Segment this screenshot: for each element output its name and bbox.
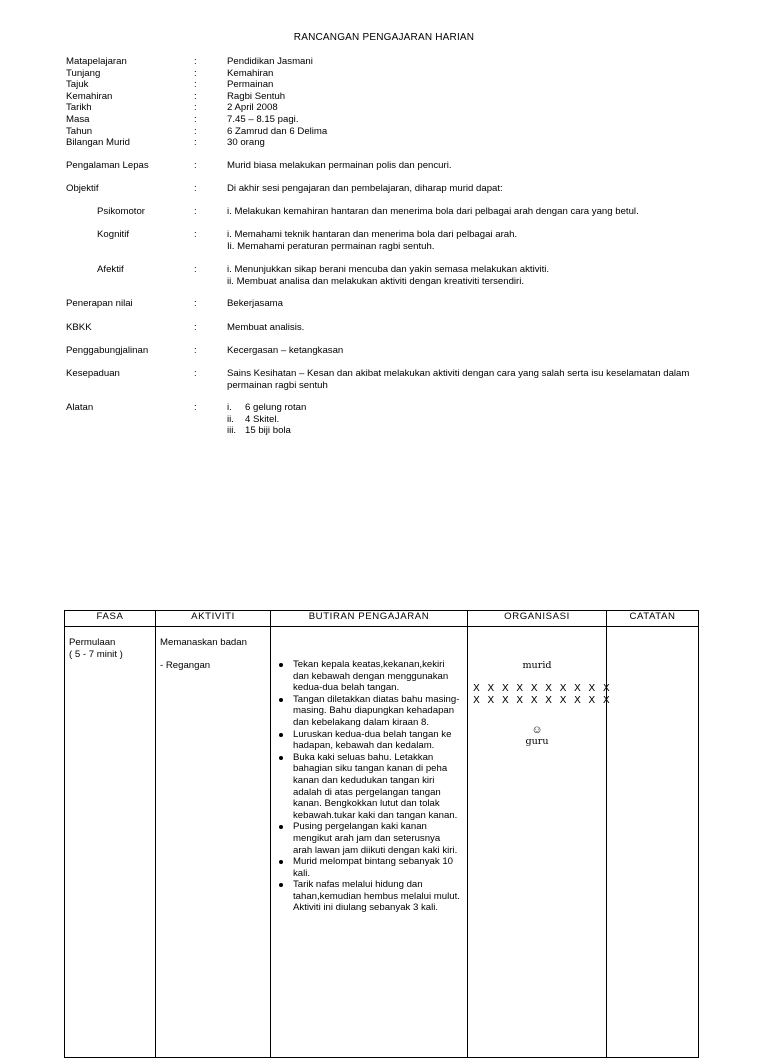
psikomotor-line: i. Melakukan kemahiran hantaran dan menerima bola dari pelbagai arah dengan cara yang betul. bbox=[227, 206, 639, 217]
colon: : bbox=[194, 298, 197, 309]
butiran-item: Tekan kepala keatas,kekanan,kekiri dan kebawah dengan menggunakan kedua-dua belah tangan. bbox=[293, 659, 461, 694]
aktiviti-sub: - Regangan bbox=[160, 659, 211, 671]
alatan-item-text: 4 Skitel. bbox=[245, 413, 280, 425]
colon: : bbox=[194, 90, 197, 102]
colon: : bbox=[194, 206, 197, 217]
value-kognitif bbox=[227, 229, 717, 252]
butiran-item: Pusing pergelangan kaki kanan mengikut arah jam dan seterusnya arah lawan jam diikuti dengan kaki kiri. bbox=[293, 821, 461, 856]
student-row: X X X X X X X X X X bbox=[473, 694, 612, 706]
label-bilangan-murid: Bilangan Murid bbox=[66, 137, 130, 149]
table-header-row bbox=[65, 611, 699, 627]
alatan-item-number: iii. bbox=[227, 425, 237, 437]
label-kesepaduan: Kesepaduan bbox=[66, 368, 120, 379]
label-masa: Masa bbox=[66, 114, 90, 125]
label-penggabungjalinan: Penggabungjalinan bbox=[66, 345, 149, 356]
label-kemahiran: Kemahiran bbox=[66, 90, 113, 102]
label-psikomotor: Psikomotor bbox=[97, 206, 145, 217]
value-psikomotor bbox=[227, 206, 717, 218]
cell-organisasi bbox=[468, 627, 612, 1058]
colon: : bbox=[194, 137, 197, 149]
colon: : bbox=[194, 229, 197, 240]
table-row bbox=[65, 627, 699, 1058]
value-matapelajaran: Pendidikan Jasmani bbox=[227, 56, 313, 67]
colon: : bbox=[194, 402, 197, 413]
alatan-item bbox=[227, 414, 717, 426]
value-tahun: 6 Zamrud dan 6 Delima bbox=[227, 125, 328, 137]
value-penerapan-nilai: Bekerjasama bbox=[227, 298, 283, 309]
afektif-line: ii. Membuat analisa dan melakukan aktiviti dengan kreativiti tersendiri. bbox=[227, 275, 525, 287]
butiran-item: Luruskan kedua-dua belah tangan ke hadapan, kebawah dan kedalam. bbox=[293, 729, 461, 752]
label-alatan: Alatan bbox=[66, 402, 94, 413]
butiran-item: Buka kaki seluas bahu. Letakkan bahagian siku tangan kanan di peha kanan dan kedudukan tangan kiri adalah di atas pergelangan tangan kanan. Bengkokkan lutut dan tolak kebawah.tukar kaki dan tangan kanan. bbox=[293, 752, 461, 822]
colon: : bbox=[194, 102, 197, 114]
teacher-icon: ☺ bbox=[531, 724, 543, 736]
value-kemahiran: Ragbi Sentuh bbox=[227, 90, 286, 102]
label-tunjang: Tunjang bbox=[66, 67, 101, 79]
alatan-item-number: i. bbox=[227, 402, 232, 413]
header-butiran-pengajaran: BUTIRAN PENGAJARAN bbox=[271, 611, 468, 627]
kesepaduan-text: Sains Kesihatan – Kesan dan akibat melakukan aktiviti dengan cara yang salah serta isu keselamatan dalam permainan ragbi sentuh bbox=[227, 368, 690, 391]
afektif-line: i. Menunjukkan sikap berani mencuba dan yakin semasa melakukan aktiviti. bbox=[227, 264, 550, 275]
alatan-item-number: ii. bbox=[227, 413, 234, 425]
colon: : bbox=[194, 345, 197, 356]
colon: : bbox=[194, 67, 197, 79]
value-tajuk: Permainan bbox=[227, 79, 274, 91]
colon: : bbox=[194, 56, 197, 67]
value-bilangan-murid: 30 orang bbox=[227, 137, 265, 149]
label-pengalaman-lepas: Pengalaman Lepas bbox=[66, 160, 149, 171]
value-masa: 7.45 – 8.15 pagi. bbox=[227, 114, 299, 125]
murid-label: murid bbox=[522, 660, 552, 671]
colon: : bbox=[194, 264, 197, 275]
value-tunjang: Kemahiran bbox=[227, 67, 274, 79]
value-tarikh: 2 April 2008 bbox=[227, 102, 278, 114]
butiran-item: Tarik nafas melalui hidung dan tahan,kemudian hembus melalui mulut. Aktiviti ini diulang sebanyak 3 kali. bbox=[293, 879, 460, 914]
header-organisasi: ORGANISASI bbox=[468, 611, 607, 627]
colon: : bbox=[194, 79, 197, 91]
label-kbkk: KBKK bbox=[66, 322, 92, 333]
butiran-item: Murid melompat bintang sebanyak 10 kali. bbox=[293, 856, 461, 879]
value-pengalaman-lepas: Murid biasa melakukan permainan polis dan pencuri. bbox=[227, 160, 452, 171]
header-fasa: FASA bbox=[65, 611, 156, 627]
label-afektif: Afektif bbox=[97, 264, 124, 275]
cell-fasa bbox=[65, 627, 156, 1058]
value-penggabungjalinan: Kecergasan – ketangkasan bbox=[227, 345, 344, 356]
label-objektif: Objektif bbox=[66, 183, 99, 194]
alatan-item bbox=[227, 402, 717, 414]
alatan-item-text: 15 biji bola bbox=[245, 425, 291, 437]
value-kbkk: Membuat analisis. bbox=[227, 322, 305, 333]
colon: : bbox=[194, 183, 197, 194]
label-kognitif: Kognitif bbox=[97, 229, 129, 240]
colon: : bbox=[194, 160, 197, 171]
value-afektif bbox=[227, 264, 717, 287]
cell-butiran-pengajaran bbox=[271, 627, 468, 1058]
document-title: RANCANGAN PENGAJARAN HARIAN bbox=[293, 32, 475, 43]
label-penerapan-nilai: Penerapan nilai bbox=[66, 298, 133, 309]
aktiviti-title: Memanaskan badan bbox=[160, 637, 247, 648]
fasa-name: Permulaan bbox=[69, 637, 116, 648]
kognitif-line: i. Memahami teknik hantaran dan menerima bola dari pelbagai arah. bbox=[227, 229, 518, 240]
fasa-duration: ( 5 - 7 minit ) bbox=[69, 648, 123, 660]
value-kesepaduan bbox=[227, 368, 717, 391]
header-aktiviti: AKTIVITI bbox=[156, 611, 271, 627]
alatan-item-text: 6 gelung rotan bbox=[245, 402, 307, 413]
colon: : bbox=[194, 368, 197, 379]
value-objektif: Di akhir sesi pengajaran dan pembelajaran, diharap murid dapat: bbox=[227, 183, 503, 194]
header-catatan: CATATAN bbox=[607, 611, 699, 627]
alatan-list bbox=[227, 402, 717, 437]
student-row: X X X X X X X X X X bbox=[473, 683, 612, 694]
cell-aktiviti bbox=[156, 627, 271, 1058]
label-tajuk: Tajuk bbox=[66, 79, 89, 91]
label-matapelajaran: Matapelajaran bbox=[66, 56, 127, 67]
butiran-list bbox=[275, 659, 461, 914]
guru-label: guru bbox=[525, 736, 549, 747]
lesson-table bbox=[64, 610, 699, 1058]
butiran-item: Tangan diletakkan diatas bahu masing-masing. Bahu diapungkan kehadapan dan kebelakang dalam kiraan 8. bbox=[293, 693, 460, 728]
cell-catatan bbox=[607, 627, 699, 1058]
label-tahun: Tahun bbox=[66, 125, 93, 137]
student-formation bbox=[473, 683, 612, 706]
alatan-item bbox=[227, 425, 717, 437]
colon: : bbox=[194, 322, 197, 333]
colon: : bbox=[194, 114, 197, 125]
label-tarikh: Tarikh bbox=[66, 102, 92, 114]
colon: : bbox=[194, 125, 197, 137]
kognitif-line: Ii. Memahami peraturan permainan ragbi sentuh. bbox=[227, 240, 435, 252]
